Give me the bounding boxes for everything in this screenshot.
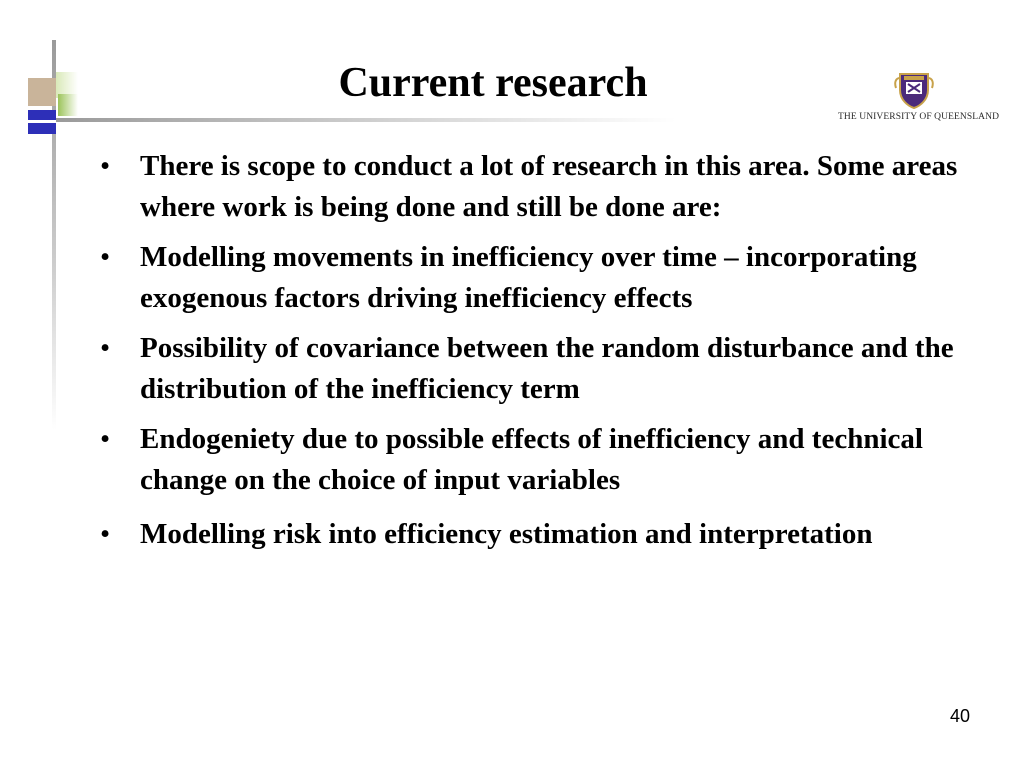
bullet-icon: •: [100, 241, 111, 273]
bullet-item: [100, 419, 990, 501]
slide-title: Current research: [338, 60, 648, 106]
bullet-item: [100, 510, 990, 558]
page-number: 40: [949, 706, 970, 726]
bullet-text: Modelling risk into efficiency estimation and interpretation: [140, 518, 873, 550]
bullet-icon: •: [100, 518, 111, 550]
title-underline: [56, 118, 676, 122]
bullet-item: [100, 237, 990, 319]
bullet-text: Endogeniety due to possible effects of inefficiency and technical change on the choice of input variables: [140, 423, 923, 496]
bullet-text: Possibility of covariance between the random disturbance and the distribution of the inefficiency term: [140, 332, 954, 405]
bullet-icon: •: [100, 150, 111, 182]
uq-crest-icon: [894, 70, 934, 110]
bullet-list: [100, 146, 990, 567]
bullet-text: Modelling movements in inefficiency over time – incorporating exogenous factors driving inefficiency effects: [140, 241, 917, 314]
bullet-icon: •: [100, 423, 111, 455]
bullet-item: [100, 328, 990, 410]
bullet-text: There is scope to conduct a lot of research in this area. Some areas where work is being done and still be done are:: [140, 150, 958, 223]
bullet-item: [100, 146, 990, 228]
university-logo: [838, 70, 1000, 126]
bullet-icon: •: [100, 332, 111, 364]
decor-blue-stripe: [28, 120, 56, 123]
university-name: THE UNIVERSITY OF QUEENSLAND: [838, 112, 1000, 122]
